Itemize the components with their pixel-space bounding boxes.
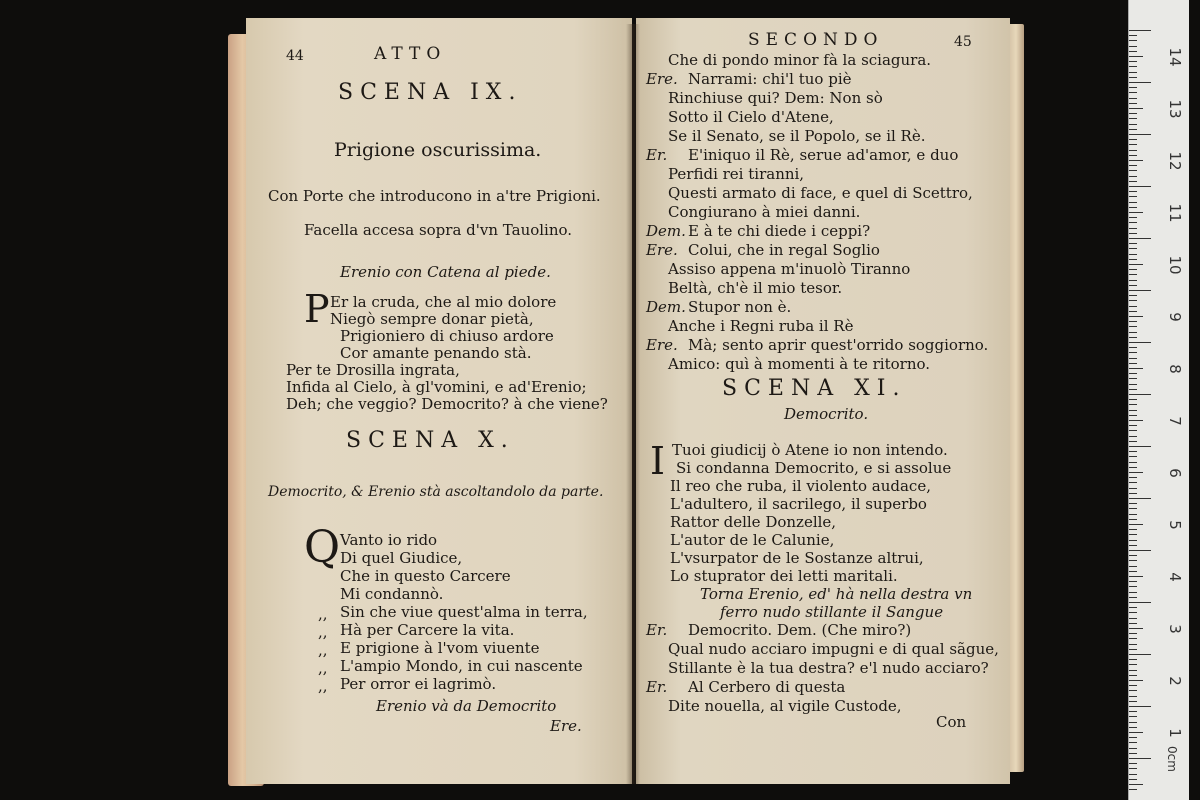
- quote-mark: ,,: [318, 659, 328, 677]
- drop-cap: P: [304, 287, 330, 331]
- ruler-tick: [1129, 129, 1137, 130]
- ruler-tick: [1129, 644, 1137, 645]
- dialogue-line: Perfidi rei tiranni,: [668, 165, 805, 183]
- ruler-tick: [1129, 150, 1137, 151]
- ruler-tick: [1129, 779, 1137, 780]
- dialogue-line: E à te chi diede i ceppi?: [688, 222, 871, 240]
- ruler-tick: [1129, 280, 1137, 281]
- ruler-tick: [1129, 664, 1137, 665]
- ruler-tick: [1129, 477, 1137, 478]
- ruler-tick: [1129, 300, 1137, 301]
- ruler-tick: [1129, 352, 1137, 353]
- ruler-number: 7: [1166, 416, 1184, 426]
- ruler-unit-label: 0cm: [1164, 746, 1179, 772]
- dialogue-line: Stillante è la tua destra? e'l nudo acciaro?: [668, 659, 989, 677]
- ruler-number: 3: [1166, 624, 1184, 634]
- ruler-tick: [1129, 165, 1137, 166]
- dialogue-line: Amico: quì à momenti à te ritorno.: [668, 355, 931, 373]
- ruler-number: 14: [1166, 47, 1184, 67]
- dialogue-line: Congiurano à miei danni.: [668, 203, 861, 221]
- ruler-tick: [1129, 711, 1137, 712]
- dialogue-line: Dite nouella, al vigile Custode,: [668, 697, 902, 715]
- ruler-number: 8: [1166, 364, 1184, 374]
- ruler-tick: [1129, 503, 1137, 504]
- ruler-tick: [1129, 207, 1137, 208]
- ruler-tick: [1129, 217, 1137, 218]
- ruler-tick: [1129, 441, 1137, 442]
- ruler-tick: [1129, 607, 1137, 608]
- dialogue-line: Colui, che in regal Soglio: [688, 241, 880, 259]
- page-number: 44: [286, 48, 304, 64]
- ruler-tick: [1129, 113, 1137, 114]
- speaker-label: Er.: [646, 146, 668, 164]
- ruler-tick: [1129, 316, 1143, 317]
- ruler-tick: [1129, 706, 1151, 707]
- ruler-tick: [1129, 40, 1137, 41]
- ruler-tick: [1129, 436, 1137, 437]
- ruler-tick: [1129, 529, 1137, 530]
- ruler-number: 4: [1166, 572, 1184, 582]
- ruler-tick: [1129, 540, 1137, 541]
- ruler-tick: [1129, 514, 1137, 515]
- speech-line: L'vsurpator de le Sostanze altrui,: [670, 549, 924, 567]
- speaker-label: Er.: [646, 678, 668, 696]
- speaker-label: Ere.: [646, 70, 678, 88]
- ruler-tick: [1129, 670, 1137, 671]
- speech-line: E prigione à l'vom viuente: [340, 639, 540, 657]
- scene-title: SCENA IX.: [338, 80, 523, 105]
- catchword: Con: [936, 713, 967, 731]
- verse-line: Per te Drosilla ingrata,: [286, 361, 460, 379]
- ruler-number: 11: [1166, 203, 1184, 223]
- stage-direction: Torna Erenio, ed' hà nella destra vn: [700, 585, 973, 603]
- ruler-tick: [1129, 425, 1137, 426]
- ruler-tick: [1129, 571, 1137, 572]
- book-gutter: [626, 24, 640, 784]
- ruler-tick: [1129, 389, 1137, 390]
- ruler-tick: [1129, 295, 1137, 296]
- ruler-tick: [1129, 696, 1137, 697]
- ruler-tick: [1129, 524, 1143, 525]
- ruler-tick: [1129, 342, 1151, 343]
- ruler-tick: [1129, 758, 1151, 759]
- dialogue-line: Se il Senato, se il Popolo, se il Rè.: [668, 127, 926, 145]
- ruler-tick: [1129, 768, 1137, 769]
- scene-title: SCENA XI.: [722, 376, 907, 401]
- page-number: 45: [954, 34, 972, 50]
- ruler-tick: [1129, 467, 1137, 468]
- dialogue-line: Narrami: chi'l tuo piè: [688, 70, 852, 88]
- ruler-tick: [1129, 784, 1143, 785]
- ruler-tick: [1129, 358, 1137, 359]
- ruler-tick: [1129, 545, 1137, 546]
- ruler-number: 1: [1166, 728, 1184, 738]
- ruler-tick: [1129, 462, 1137, 463]
- ruler-tick: [1129, 264, 1143, 265]
- ruler-tick: [1129, 488, 1137, 489]
- stage-direction: ferro nudo stillante il Sangue: [720, 603, 944, 621]
- ruler-tick: [1129, 326, 1137, 327]
- ruler-tick: [1129, 290, 1151, 291]
- ruler-tick: [1129, 46, 1137, 47]
- ruler-tick: [1129, 534, 1137, 535]
- ruler-tick: [1129, 35, 1137, 36]
- ruler-tick: [1129, 373, 1137, 374]
- speech-line: Di quel Giudice,: [340, 549, 463, 567]
- dialogue-line: Qual nudo acciaro impugni e di qual sãgue,: [668, 640, 999, 658]
- verse-line: Er la cruda, che al mio dolore: [330, 293, 557, 311]
- ruler-tick: [1129, 118, 1137, 119]
- ruler-tick: [1129, 618, 1137, 619]
- ruler-tick: [1129, 430, 1137, 431]
- left-page: [246, 18, 632, 784]
- ruler-tick: [1129, 56, 1143, 57]
- dialogue-line: Beltà, ch'è il mio tesor.: [668, 279, 843, 297]
- ruler-tick: [1129, 654, 1151, 655]
- ruler-tick: [1129, 222, 1137, 223]
- speech-line: Mi condannò.: [340, 585, 444, 603]
- ruler-tick: [1129, 170, 1137, 171]
- ruler-tick: [1129, 685, 1137, 686]
- dialogue-line: E'iniquo il Rè, serue ad'amor, e duo: [688, 146, 959, 164]
- ruler-tick: [1129, 160, 1143, 161]
- verse-line: Niegò sempre donar pietà,: [330, 310, 534, 328]
- ruler-tick: [1129, 748, 1137, 749]
- ruler-tick: [1129, 508, 1137, 509]
- ruler-tick: [1129, 581, 1137, 582]
- speech-line: Hà per Carcere la vita.: [340, 621, 515, 639]
- dialogue-line: Che di pondo minor fà la sciagura.: [668, 51, 932, 69]
- ruler-tick: [1129, 285, 1137, 286]
- speech-line: Si condanna Democrito, e si assolue: [676, 459, 952, 477]
- stage-direction: Democrito, & Erenio stà ascoltandolo da parte.: [268, 484, 604, 500]
- book-edge-right: [1008, 24, 1024, 772]
- ruler-tick: [1129, 144, 1137, 145]
- ruler-tick: [1129, 72, 1137, 73]
- ruler-tick: [1129, 176, 1137, 177]
- ruler-tick: [1129, 420, 1143, 421]
- ruler-tick: [1129, 415, 1137, 416]
- dialogue-line: Mà; sento aprir quest'orrido soggiorno.: [688, 336, 989, 354]
- speech-line: Rattor delle Donzelle,: [670, 513, 837, 531]
- speech-line: Lo stuprator dei letti maritali.: [670, 567, 898, 585]
- ruler-tick: [1129, 633, 1137, 634]
- dialogue-line: Sotto il Cielo d'Atene,: [668, 108, 834, 126]
- ruler-tick: [1129, 446, 1151, 447]
- setting-title: Prigione oscurissima.: [334, 139, 542, 161]
- ruler-tick: [1129, 638, 1137, 639]
- ruler-tick: [1129, 92, 1137, 93]
- stage-direction: Erenio con Catena al piede.: [340, 263, 551, 281]
- ruler-tick: [1129, 191, 1137, 192]
- ruler-tick: [1129, 51, 1137, 52]
- ruler-tick: [1129, 410, 1137, 411]
- ruler-tick: [1129, 384, 1137, 385]
- ruler-tick: [1129, 576, 1143, 577]
- ruler-number: 13: [1166, 99, 1184, 119]
- ruler-tick: [1129, 196, 1137, 197]
- ruler-tick: [1129, 701, 1137, 702]
- ruler-tick: [1129, 186, 1151, 187]
- ruler-tick: [1129, 602, 1151, 603]
- ruler-tick: [1129, 649, 1137, 650]
- speaker-label: Ere.: [646, 336, 678, 354]
- verse-line: Infida al Cielo, à gl'vomini, e ad'Erenio;: [286, 378, 587, 396]
- ruler-tick: [1129, 456, 1137, 457]
- ruler-tick: [1129, 774, 1137, 775]
- ruler-tick: [1129, 66, 1137, 67]
- verse-line: Cor amante penando stà.: [340, 344, 532, 362]
- speaker-label: Dem.: [646, 222, 686, 240]
- ruler-number: 10: [1166, 255, 1184, 275]
- speech-line: Che in questo Carcere: [340, 567, 511, 585]
- right-page: [636, 18, 1010, 784]
- speech-line: Il reo che ruba, il violento audace,: [670, 477, 931, 495]
- ruler-tick: [1129, 722, 1137, 723]
- speaker-label: Dem.: [646, 298, 686, 316]
- ruler-number: 2: [1166, 676, 1184, 686]
- ruler-number: 9: [1166, 312, 1184, 322]
- drop-cap: Q: [304, 522, 341, 573]
- quote-mark: ,,: [318, 605, 328, 623]
- ruler-tick: [1129, 394, 1151, 395]
- dialogue-line: Democrito. Dem. (Che miro?): [688, 621, 912, 639]
- ruler-tick: [1129, 498, 1151, 499]
- ruler-tick: [1129, 550, 1151, 551]
- open-book: [222, 14, 1030, 784]
- ruler-tick: [1129, 597, 1137, 598]
- ruler-tick: [1129, 472, 1143, 473]
- speech-line: L'adultero, il sacrilego, il superbo: [670, 495, 927, 513]
- speech-line: Vanto io rido: [340, 531, 438, 549]
- ruler-tick: [1129, 254, 1137, 255]
- ruler-tick: [1129, 134, 1151, 135]
- stage-direction: Erenio và da Democrito: [376, 697, 557, 715]
- setting-line: Con Porte che introducono in a'tre Prigioni.: [268, 187, 601, 205]
- ruler-tick: [1129, 259, 1137, 260]
- speaker-label: Er.: [646, 621, 668, 639]
- ruler-tick: [1129, 238, 1151, 239]
- ruler-tick: [1129, 269, 1137, 270]
- ruler-tick: [1129, 742, 1137, 743]
- ruler-tick: [1129, 763, 1137, 764]
- catchword: Ere.: [550, 717, 582, 735]
- speech-line: Tuoi giudicij ò Atene io non intendo.: [672, 441, 948, 459]
- ruler-tick: [1129, 82, 1151, 83]
- ruler-tick: [1129, 482, 1137, 483]
- speech-line: Per orror ei lagrimò.: [340, 675, 497, 693]
- ruler-number: 12: [1166, 151, 1184, 171]
- ruler-tick: [1129, 586, 1137, 587]
- speech-line: Sin che viue quest'alma in terra,: [340, 603, 588, 621]
- ruler-tick: [1129, 753, 1137, 754]
- measuring-ruler: [1128, 0, 1189, 800]
- dialogue-line: Stupor non è.: [688, 298, 792, 316]
- ruler-tick: [1129, 181, 1137, 182]
- ruler-tick: [1129, 378, 1137, 379]
- ruler-tick: [1129, 30, 1151, 31]
- speech-line: L'ampio Mondo, in cui nascente: [340, 657, 583, 675]
- scene-title: SCENA X.: [346, 428, 515, 453]
- ruler-tick: [1129, 155, 1137, 156]
- ruler-tick: [1129, 228, 1137, 229]
- ruler-tick: [1129, 675, 1137, 676]
- ruler-tick: [1129, 555, 1137, 556]
- ruler-tick: [1129, 612, 1137, 613]
- ruler-tick: [1129, 243, 1137, 244]
- ruler-tick: [1129, 108, 1143, 109]
- ruler-tick: [1129, 519, 1137, 520]
- ruler-tick: [1129, 680, 1143, 681]
- ruler-tick: [1129, 87, 1137, 88]
- ruler-tick: [1129, 61, 1137, 62]
- ruler-tick: [1129, 690, 1137, 691]
- ruler-tick: [1129, 399, 1137, 400]
- ruler-tick: [1129, 628, 1143, 629]
- verse-line: Prigioniero di chiuso ardore: [340, 327, 554, 345]
- ruler-tick: [1129, 248, 1137, 249]
- ruler-tick: [1129, 311, 1137, 312]
- quote-mark: ,,: [318, 677, 328, 695]
- ruler-tick: [1129, 202, 1137, 203]
- setting-line: Facella accesa sopra d'vn Tauolino.: [304, 221, 573, 239]
- ruler-tick: [1129, 274, 1137, 275]
- ruler-tick: [1129, 404, 1137, 405]
- ruler-tick: [1129, 493, 1137, 494]
- ruler-tick: [1129, 98, 1137, 99]
- ruler-tick: [1129, 727, 1137, 728]
- ruler-tick: [1129, 659, 1137, 660]
- ruler-tick: [1129, 592, 1137, 593]
- ruler-tick: [1129, 560, 1137, 561]
- ruler-tick: [1129, 124, 1137, 125]
- ruler-tick: [1129, 139, 1137, 140]
- ruler-number: 6: [1166, 468, 1184, 478]
- verse-line: Deh; che veggio? Democrito? à che viene?: [286, 395, 608, 413]
- ruler-number: 5: [1166, 520, 1184, 530]
- ruler-tick: [1129, 623, 1137, 624]
- dialogue-line: Assiso appena m'inuolò Tiranno: [668, 260, 911, 278]
- dialogue-line: Rinchiuse qui? Dem: Non sò: [668, 89, 883, 107]
- ruler-tick: [1129, 212, 1143, 213]
- ruler-tick: [1129, 368, 1143, 369]
- dialogue-line: Al Cerbero di questa: [688, 678, 846, 696]
- ruler-tick: [1129, 233, 1137, 234]
- ruler-tick: [1129, 451, 1137, 452]
- speaker-label: Ere.: [646, 241, 678, 259]
- ruler-tick: [1129, 732, 1143, 733]
- quote-mark: ,,: [318, 641, 328, 659]
- dialogue-line: Questi armato di face, e quel di Scettro,: [668, 184, 973, 202]
- ruler-tick: [1129, 363, 1137, 364]
- speech-line: L'autor de le Calunie,: [670, 531, 835, 549]
- ruler-tick: [1129, 789, 1137, 790]
- ruler-tick: [1129, 306, 1137, 307]
- running-head: ATTO: [374, 44, 447, 64]
- ruler-tick: [1129, 347, 1137, 348]
- ruler-tick: [1129, 321, 1137, 322]
- ruler-tick: [1129, 103, 1137, 104]
- ruler-tick: [1129, 737, 1137, 738]
- dialogue-line: Anche i Regni ruba il Rè: [668, 317, 854, 335]
- ruler-tick: [1129, 337, 1137, 338]
- drop-cap: I: [650, 439, 666, 483]
- running-head: SECONDO: [748, 30, 884, 50]
- quote-mark: ,,: [318, 623, 328, 641]
- ruler-tick: [1129, 566, 1137, 567]
- ruler-tick: [1129, 332, 1137, 333]
- ruler-tick: [1129, 716, 1137, 717]
- ruler-tick: [1129, 77, 1137, 78]
- stage-direction: Democrito.: [784, 405, 869, 423]
